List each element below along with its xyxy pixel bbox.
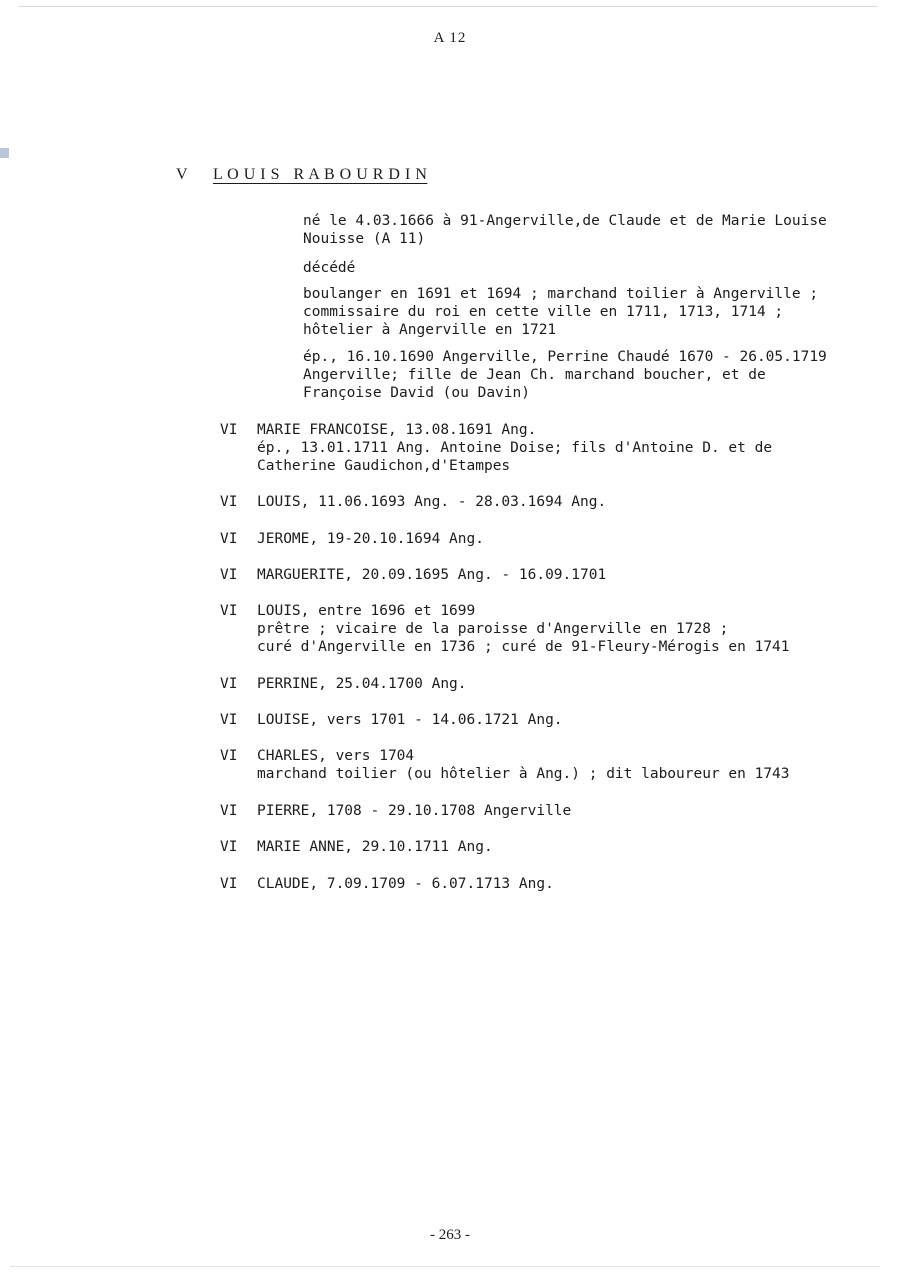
child-generation: VI (220, 748, 238, 764)
occupation-line: hôtelier à Angerville en 1721 (303, 322, 557, 338)
child-line: ép., 13.01.1711 Ang. Antoine Doise; fils d'Antoine D. et de (257, 440, 773, 456)
child-generation: VI (220, 876, 238, 892)
birth-line: né le 4.03.1666 à 91-Angerville,de Claude et de Marie Louise (303, 213, 827, 229)
child-line: curé d'Angerville en 1736 ; curé de 91-Fleury-Mérogis en 1741 (257, 639, 790, 655)
child-generation: VI (220, 712, 238, 728)
child-line: MARGUERITE, 20.09.1695 Ang. - 16.09.1701 (257, 567, 607, 583)
child-generation: VI (220, 839, 238, 855)
occupation-line: boulanger en 1691 et 1694 ; marchand toilier à Angerville ; (303, 286, 819, 302)
page-number: - 263 - (430, 1227, 470, 1243)
child-line: Catherine Gaudichon,d'Etampes (257, 458, 511, 474)
child-line: prêtre ; vicaire de la paroisse d'Angerville en 1728 ; (257, 621, 729, 637)
marriage-line: ép., 16.10.1690 Angerville, Perrine Chaudé 1670 - 26.05.1719 (303, 349, 827, 365)
child-line: LOUIS, 11.06.1693 Ang. - 28.03.1694 Ang. (257, 494, 607, 510)
marriage-line: Françoise David (ou Davin) (303, 385, 530, 401)
child-generation: VI (220, 676, 238, 692)
child-generation: VI (220, 531, 238, 547)
child-generation: VI (220, 422, 238, 438)
generation-label: V (176, 166, 188, 183)
top-rule (18, 6, 878, 7)
child-line: marchand toilier (ou hôtelier à Ang.) ; dit laboureur en 1743 (257, 766, 790, 782)
child-line: MARIE ANNE, 29.10.1711 Ang. (257, 839, 493, 855)
child-generation: VI (220, 603, 238, 619)
child-generation: VI (220, 567, 238, 583)
page-reference: A 12 (433, 30, 467, 46)
child-line: MARIE FRANCOISE, 13.08.1691 Ang. (257, 422, 537, 438)
child-line: CLAUDE, 7.09.1709 - 6.07.1713 Ang. (257, 876, 554, 892)
occupation-line: commissaire du roi en cette ville en 1711, 1713, 1714 ; (303, 304, 784, 320)
child-generation: VI (220, 803, 238, 819)
child-line: PIERRE, 1708 - 29.10.1708 Angerville (257, 803, 572, 819)
child-line: JEROME, 19-20.10.1694 Ang. (257, 531, 484, 547)
child-line: CHARLES, vers 1704 (257, 748, 415, 764)
marriage-line: Angerville; fille de Jean Ch. marchand boucher, et de (303, 367, 766, 383)
death-line: décédé (303, 260, 356, 276)
edge-mark (0, 148, 9, 158)
child-line: PERRINE, 25.04.1700 Ang. (257, 676, 467, 692)
child-line: LOUISE, vers 1701 - 14.06.1721 Ang. (257, 712, 563, 728)
child-generation: VI (220, 494, 238, 510)
birth-line: Nouisse (A 11) (303, 231, 426, 247)
bottom-rule (10, 1266, 880, 1267)
person-name-heading: L O U I S R A B O U R D I N (213, 166, 428, 183)
child-line: LOUIS, entre 1696 et 1699 (257, 603, 476, 619)
